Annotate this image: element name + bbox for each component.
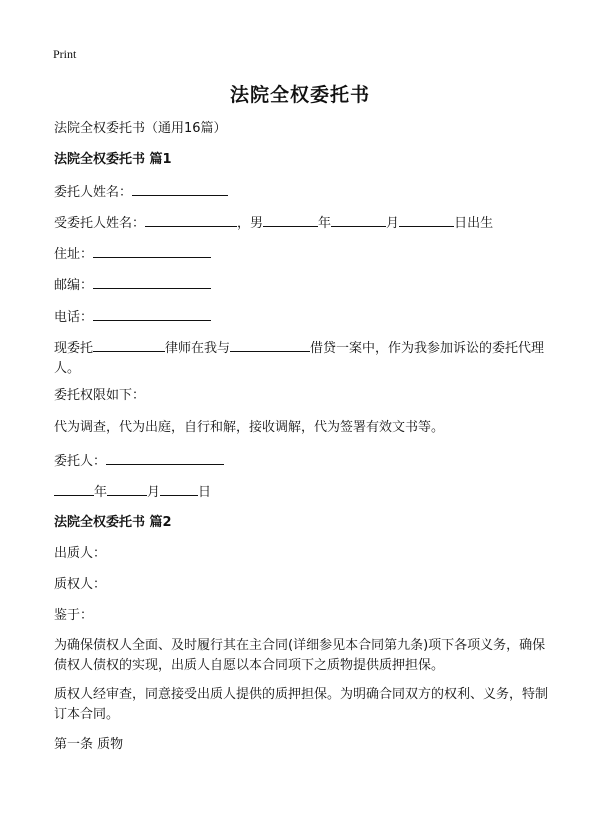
section2-paragraph-1: 为确保债权人全面、及时履行其在主合同(详细参见本合同第九条)项下各项义务，确保债权人债权的实现，出质人自愿以本合同项下之质物提供质押担保。 bbox=[54, 638, 546, 673]
principal-name-blank bbox=[132, 182, 228, 196]
postcode-blank bbox=[93, 275, 211, 289]
scope-text: 代为调查，代为出庭，自行和解，接收调解，代为签署有效文书等。 bbox=[54, 420, 445, 435]
entrust-text-2: 律师在我与 bbox=[165, 341, 231, 356]
address-label: 住址： bbox=[54, 247, 94, 262]
whereas-label: 鉴于： bbox=[54, 608, 94, 623]
date-month-label: 月 bbox=[147, 485, 161, 500]
birth-day-blank bbox=[399, 213, 454, 227]
document-title: 法院全权委托书 bbox=[229, 84, 370, 106]
year-label: 年 bbox=[318, 216, 332, 231]
entrust-paragraph bbox=[54, 338, 554, 379]
lawyer-name-blank bbox=[93, 338, 165, 352]
section2-paragraph-2: 质权人经审查，同意接受出质人提供的质押担保。为明确合同双方的权利、义务，特制订本合同。 bbox=[54, 687, 549, 722]
phone-line bbox=[54, 307, 211, 328]
month-label: 月 bbox=[386, 216, 400, 231]
sign-day-blank bbox=[160, 482, 198, 496]
birth-month-blank bbox=[331, 213, 386, 227]
document-subtitle: 法院全权委托书（通用16篇） bbox=[54, 121, 227, 136]
principal-name-line bbox=[54, 182, 228, 203]
counterparty-blank bbox=[230, 338, 310, 352]
scope-label: 委托权限如下： bbox=[54, 388, 146, 403]
postcode-line bbox=[54, 275, 211, 296]
sign-year-blank bbox=[54, 482, 94, 496]
principal-sign-line bbox=[54, 451, 224, 472]
principal-sign-label: 委托人： bbox=[54, 454, 107, 469]
agent-name-line bbox=[54, 213, 493, 234]
agent-name-label: 受委托人姓名： bbox=[54, 216, 146, 231]
date-line bbox=[54, 482, 211, 503]
phone-blank bbox=[93, 307, 211, 321]
principal-sign-blank bbox=[106, 451, 224, 465]
section2-heading: 法院全权委托书 篇2 bbox=[54, 515, 172, 530]
pledgee-label: 质权人： bbox=[54, 577, 107, 592]
pledgor-label: 出质人： bbox=[54, 546, 107, 561]
date-year-label: 年 bbox=[94, 485, 108, 500]
sign-month-blank bbox=[107, 482, 147, 496]
address-blank bbox=[93, 244, 211, 258]
print-label[interactable]: Print bbox=[53, 47, 77, 61]
birth-year-blank bbox=[263, 213, 318, 227]
article1-heading: 第一条 质物 bbox=[54, 737, 124, 752]
postcode-label: 邮编： bbox=[54, 278, 94, 293]
gender-label: ，男 bbox=[237, 216, 264, 231]
date-day-label: 日 bbox=[198, 485, 212, 500]
agent-name-blank bbox=[145, 213, 237, 227]
born-on-label: 日出生 bbox=[454, 216, 494, 231]
principal-name-label: 委托人姓名： bbox=[54, 185, 133, 200]
phone-label: 电话： bbox=[54, 310, 94, 325]
address-line bbox=[54, 244, 211, 265]
entrust-text-1: 现委托 bbox=[54, 341, 94, 356]
section1-heading: 法院全权委托书 篇1 bbox=[54, 152, 172, 167]
entrust-text-3: 借贷一案中，作为我参加诉讼的委托代理人。 bbox=[54, 341, 545, 376]
